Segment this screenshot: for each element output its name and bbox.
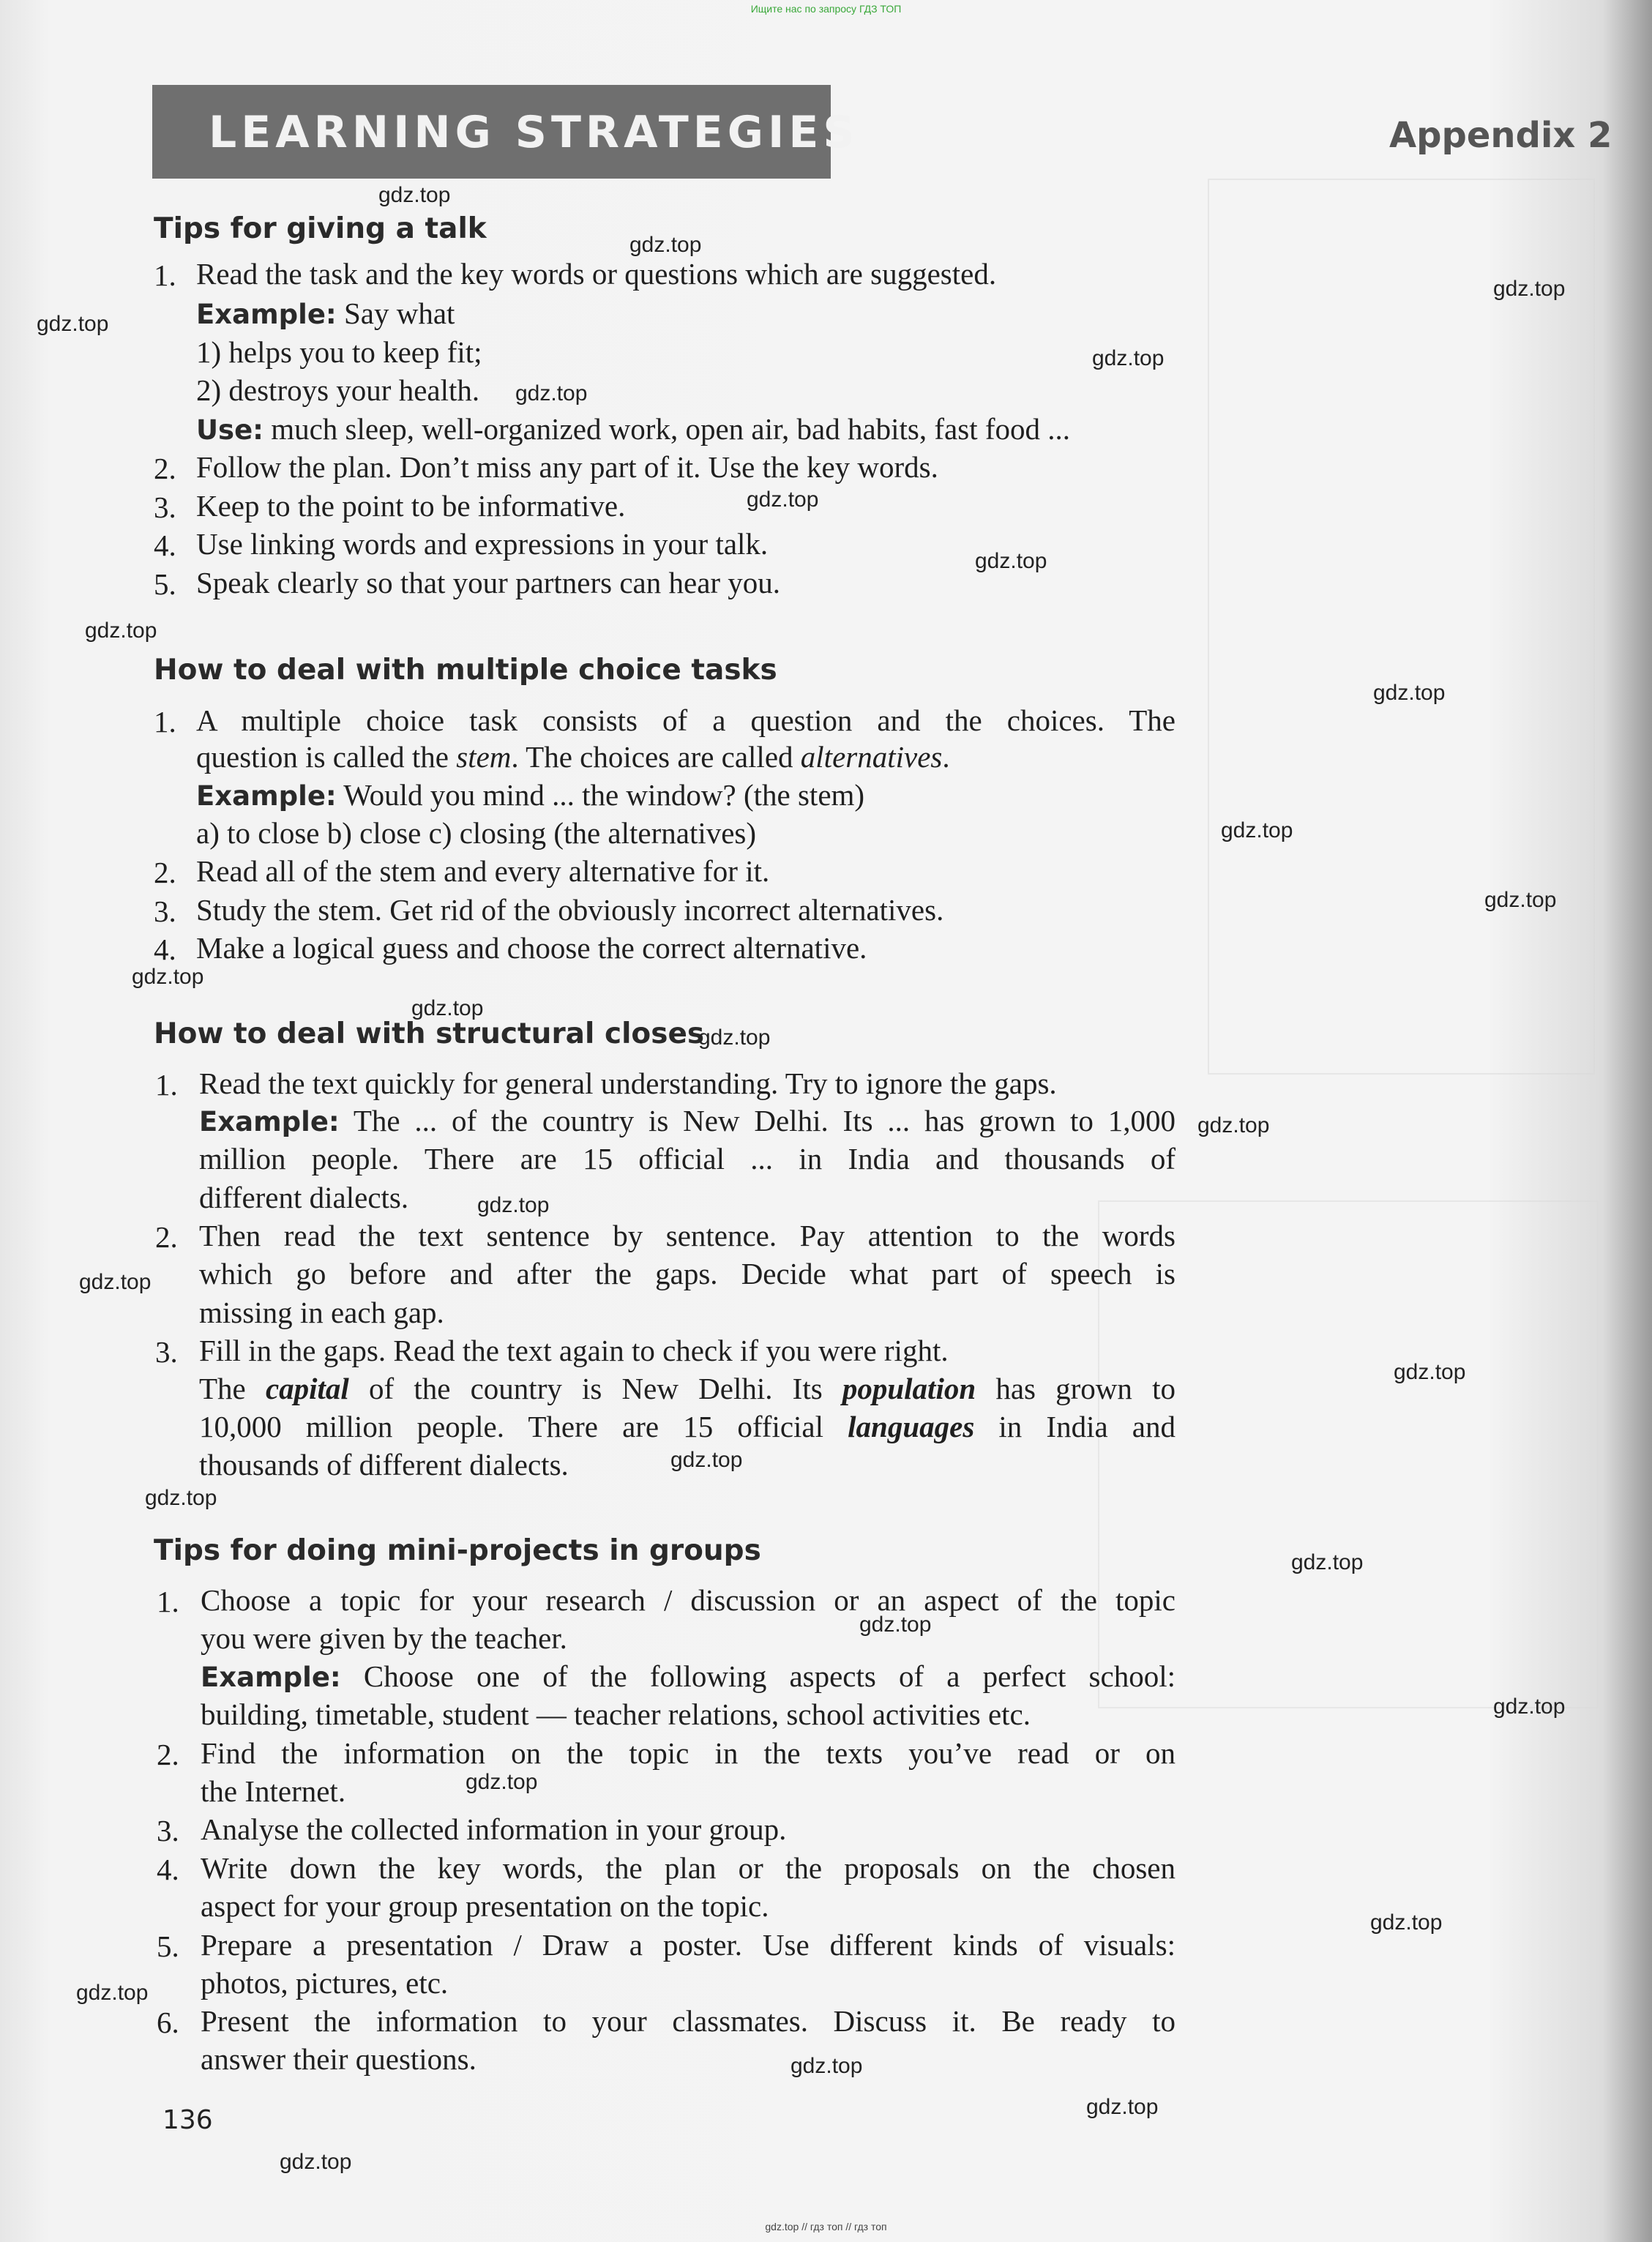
watermark: gdz.top (1370, 1910, 1443, 1935)
watermark: gdz.top (1086, 2095, 1159, 2119)
mc-example: Example: Would you mind ... the window? (the stem) (196, 778, 865, 812)
heading-mini-projects: Tips for doing mini-projects in groups (154, 1534, 761, 1567)
watermark: gdz.top (1493, 277, 1566, 301)
projects-example: Example: Choose one of the following aspects of a perfect school: (201, 1659, 1176, 1693)
talk-item-3: Keep to the point to be informative. (196, 489, 626, 523)
watermark: gdz.top (1493, 1694, 1566, 1719)
talk-item-2: Follow the plan. Don’t miss any part of it. Use the key words. (196, 450, 938, 484)
source-link-bottom[interactable]: gdz.top // гдз топ // гдз топ (765, 2221, 887, 2232)
watermark: gdz.top (791, 2054, 863, 2078)
watermark: gdz.top (477, 1193, 550, 1217)
watermark: gdz.top (859, 1613, 932, 1637)
closes-answer-line-2: 10,000 million people. There are 15 official languages in India and (199, 1410, 1176, 1443)
example-label: Example: (199, 1106, 340, 1137)
list-number: 3. (157, 1814, 179, 1847)
talk-item-4: Use linking words and expressions in your talk. (196, 527, 769, 561)
watermark: gdz.top (466, 1770, 538, 1794)
projects-item-1-line-1: Choose a topic for your research / discussion or an aspect of the topic (201, 1583, 1176, 1617)
list-number: 1. (155, 1068, 178, 1102)
watermark: gdz.top (975, 549, 1047, 573)
heading-tips-talk: Tips for giving a talk (154, 212, 487, 245)
projects-example-line-2: building, timetable, student — teacher relations, school activities etc. (201, 1697, 1031, 1731)
list-number: 3. (155, 1335, 178, 1369)
list-number: 3. (154, 490, 176, 524)
list-number: 5. (154, 567, 176, 601)
closes-answer-line-1: The capital of the country is New Delhi. Its population has grown to (199, 1372, 1176, 1405)
watermark: gdz.top (1197, 1113, 1270, 1137)
mc-item-4: Make a logical guess and choose the correct alternative. (196, 931, 867, 965)
example-label: Example: (196, 780, 337, 812)
closes-example-line-3: different dialects. (199, 1181, 409, 1214)
watermark: gdz.top (1221, 818, 1293, 842)
mc-item-2: Read all of the stem and every alternative for it. (196, 854, 770, 888)
watermark: gdz.top (145, 1486, 217, 1510)
list-number: 2. (157, 1738, 179, 1771)
list-number: 2. (155, 1220, 178, 1254)
watermark: gdz.top (79, 1270, 152, 1294)
list-number: 2. (154, 452, 176, 485)
projects-item-1-line-2: you were given by the teacher. (201, 1621, 567, 1655)
talk-example: Example: Say what (196, 296, 455, 330)
mc-example-line-2: a) to close b) close c) closing (the alternatives) (196, 816, 757, 850)
projects-item-5-line-1: Prepare a presentation / Draw a poster. Use different kinds of visuals: (201, 1928, 1176, 1962)
mc-item-1-line-2: question is called the stem. The choices are called alternatives. (196, 740, 950, 774)
watermark: gdz.top (1484, 888, 1557, 912)
page-number: 136 (162, 2105, 213, 2135)
list-number: 1. (154, 258, 176, 292)
closes-item-2-line-3: missing in each gap. (199, 1296, 444, 1329)
appendix-label: Appendix 2 (1389, 115, 1612, 156)
closes-item-1: Read the text quickly for general understanding. Try to ignore the gaps. (199, 1066, 1057, 1100)
projects-item-5-line-2: photos, pictures, etc. (201, 1966, 449, 2000)
list-number: 1. (154, 705, 176, 739)
watermark: gdz.top (670, 1448, 743, 1472)
watermark: gdz.top (747, 487, 819, 512)
list-number: 4. (154, 933, 176, 966)
projects-item-2-line-2: the Internet. (201, 1774, 346, 1808)
watermark: gdz.top (411, 996, 484, 1020)
closes-example-line-2: million people. There are 15 official ... in India and thousands of (199, 1142, 1176, 1176)
watermark: gdz.top (1394, 1360, 1466, 1384)
projects-item-6-line-1: Present the information to your classmates. Discuss it. Be ready to (201, 2004, 1176, 2038)
watermark: gdz.top (37, 312, 109, 336)
list-number: 4. (157, 1853, 179, 1886)
bleed-through-table (1208, 179, 1595, 1075)
watermark: gdz.top (698, 1025, 771, 1050)
heading-structural-closes: How to deal with structural closes (154, 1017, 705, 1050)
talk-item-1: Read the task and the key words or questions which are suggested. (196, 257, 997, 291)
projects-item-6-line-2: answer their questions. (201, 2042, 476, 2076)
watermark: gdz.top (132, 965, 204, 989)
watermark: gdz.top (515, 381, 588, 406)
watermark: gdz.top (1092, 346, 1165, 370)
talk-use: Use: much sleep, well-organized work, open air, bad habits, fast food ... (196, 412, 1070, 446)
talk-item-5: Speak clearly so that your partners can hear you. (196, 566, 781, 599)
watermark: gdz.top (378, 183, 451, 207)
page-title: LEARNING STRATEGIES (209, 107, 859, 158)
projects-item-2-line-1: Find the information on the topic in the texts you’ve read or on (201, 1736, 1176, 1770)
closes-item-2-line-2: which go before and after the gaps. Decide what part of speech is (199, 1257, 1176, 1290)
heading-multiple-choice: How to deal with multiple choice tasks (154, 654, 777, 687)
watermark: gdz.top (76, 1981, 149, 2005)
list-number: 5. (157, 1929, 179, 1963)
mc-item-3: Study the stem. Get rid of the obviously incorrect alternatives. (196, 893, 944, 927)
list-number: 2. (154, 856, 176, 889)
watermark: gdz.top (1373, 681, 1446, 705)
list-number: 6. (157, 2006, 179, 2039)
closes-item-3: Fill in the gaps. Read the text again to check if you were right. (199, 1334, 949, 1367)
projects-item-3: Analyse the collected information in your group. (201, 1812, 787, 1846)
projects-item-4-line-2: aspect for your group presentation on the topic. (201, 1889, 769, 1923)
closes-item-2-line-1: Then read the text sentence by sentence. Pay attention to the words (199, 1219, 1176, 1252)
example-label: Example: (201, 1662, 341, 1693)
list-number: 3. (154, 894, 176, 928)
list-number: 1. (157, 1585, 179, 1618)
mc-item-1-line-1: A multiple choice task consists of a question and the choices. The (196, 703, 1176, 737)
list-number: 4. (154, 528, 176, 562)
watermark: gdz.top (629, 233, 702, 257)
watermark: gdz.top (1291, 1550, 1364, 1574)
watermark: gdz.top (85, 619, 157, 643)
source-link-top[interactable]: Ищите нас по запросу ГДЗ ТОП (750, 3, 902, 15)
example-label: Example: (196, 299, 337, 330)
use-label: Use: (196, 414, 264, 446)
closes-example: Example: The ... of the country is New Delhi. Its ... has grown to 1,000 (199, 1104, 1176, 1137)
watermark: gdz.top (280, 2150, 352, 2174)
closes-answer-line-3: thousands of different dialects. (199, 1448, 569, 1481)
projects-item-4-line-1: Write down the key words, the plan or the proposals on the chosen (201, 1851, 1176, 1885)
talk-example-line-2: 2) destroys your health. (196, 373, 480, 407)
talk-example-line-1: 1) helps you to keep fit; (196, 335, 482, 369)
